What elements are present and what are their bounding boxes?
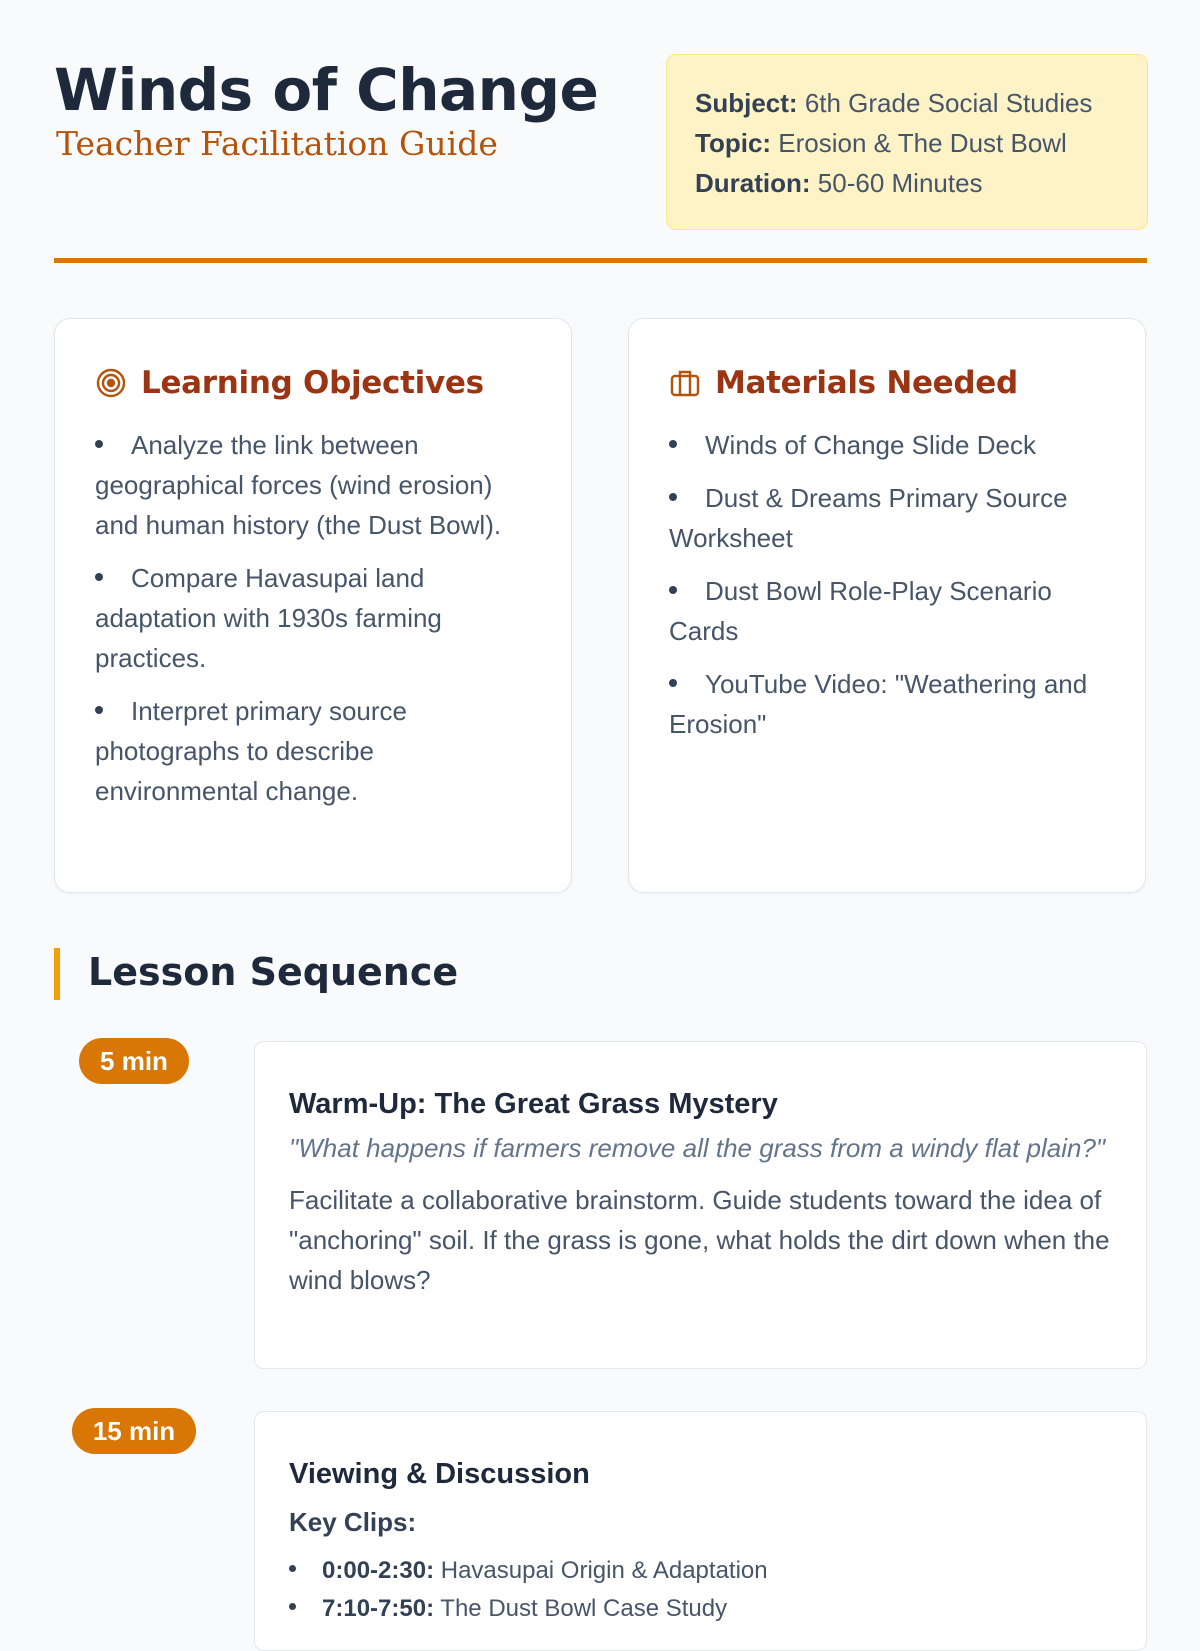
objective-item [95,691,531,811]
page-header [54,50,1147,260]
meta-topic [695,123,1147,163]
clip-list [289,1556,1112,1624]
meta-duration-value: 50-60 Minutes [817,168,983,198]
materials-list [669,425,1105,744]
objectives-header [95,363,531,403]
bullet [289,1565,296,1572]
meta-duration [695,163,1147,203]
bullet [95,440,103,448]
bullet [669,679,677,687]
objective-text: Compare Havasupai land adaptation with 1930s farming practices. [95,563,442,673]
meta-subject-value: 6th Grade Social Studies [804,88,1093,118]
clip-item [289,1556,1112,1586]
meta-subject-label: Subject: [695,88,798,118]
objective-item [95,558,531,678]
meta-duration-label: Duration: [695,168,811,198]
objective-item [95,425,531,545]
step-title: Warm-Up: The Great Grass Mystery [289,1088,778,1120]
header-divider [54,258,1147,263]
bullet [95,706,103,714]
target-icon [95,367,127,399]
bullet [289,1603,296,1610]
materials-header [669,363,1105,403]
clip-item [289,1594,1112,1624]
objective-text: Interpret primary source photographs to describe environmental change. [95,696,407,806]
briefcase-icon [669,367,701,399]
meta-subject [695,83,1147,123]
duration-badge: 5 min [79,1038,189,1084]
key-clips-label: Key Clips: [289,1507,417,1537]
objectives-card [54,318,572,893]
page-title: Winds of Change [54,56,599,124]
material-item [669,571,1105,651]
material-text: Winds of Change Slide Deck [705,430,1036,460]
lesson-meta-box [666,54,1148,230]
objectives-list [95,425,531,811]
material-text: YouTube Video: "Weathering and Erosion" [669,669,1088,739]
bullet [669,586,677,594]
objectives-title: Learning Objectives [141,365,484,401]
clip-time: 7:10-7:50: [322,1595,435,1622]
bullet [669,440,677,448]
step-description: Facilitate a collaborative brainstorm. Guide students toward the idea of "anchoring" soil. If the grass is gone, what holds the dirt down when the wind blows? [289,1185,1110,1295]
material-item [669,478,1105,558]
materials-title: Materials Needed [715,365,1018,401]
objective-text: Analyze the link between geographical forces (wind erosion) and human history (the Dust Bowl). [95,430,502,540]
material-item [669,425,1105,465]
page-subtitle: Teacher Facilitation Guide [56,124,498,163]
lesson-sequence-title: Lesson Sequence [88,950,459,994]
material-text: Dust & Dreams Primary Source Worksheet [669,483,1068,553]
bullet [669,493,677,501]
step-card-warmup [254,1041,1147,1369]
clip-desc: The Dust Bowl Case Study [440,1595,728,1622]
duration-badge: 15 min [72,1408,196,1454]
material-text: Dust Bowl Role-Play Scenario Cards [669,576,1052,646]
meta-topic-label: Topic: [695,128,772,158]
section-accent-bar [54,948,60,1000]
materials-card [628,318,1146,893]
material-item [669,664,1105,744]
clip-time: 0:00-2:30: [322,1557,435,1584]
bullet [95,573,103,581]
step-title: Viewing & Discussion [289,1458,590,1490]
step-prompt-quote: "What happens if farmers remove all the grass from a windy flat plain?" [289,1133,1106,1163]
clip-desc: Havasupai Origin & Adaptation [440,1557,768,1584]
meta-topic-value: Erosion & The Dust Bowl [778,128,1067,158]
step-card-viewing [254,1411,1147,1651]
